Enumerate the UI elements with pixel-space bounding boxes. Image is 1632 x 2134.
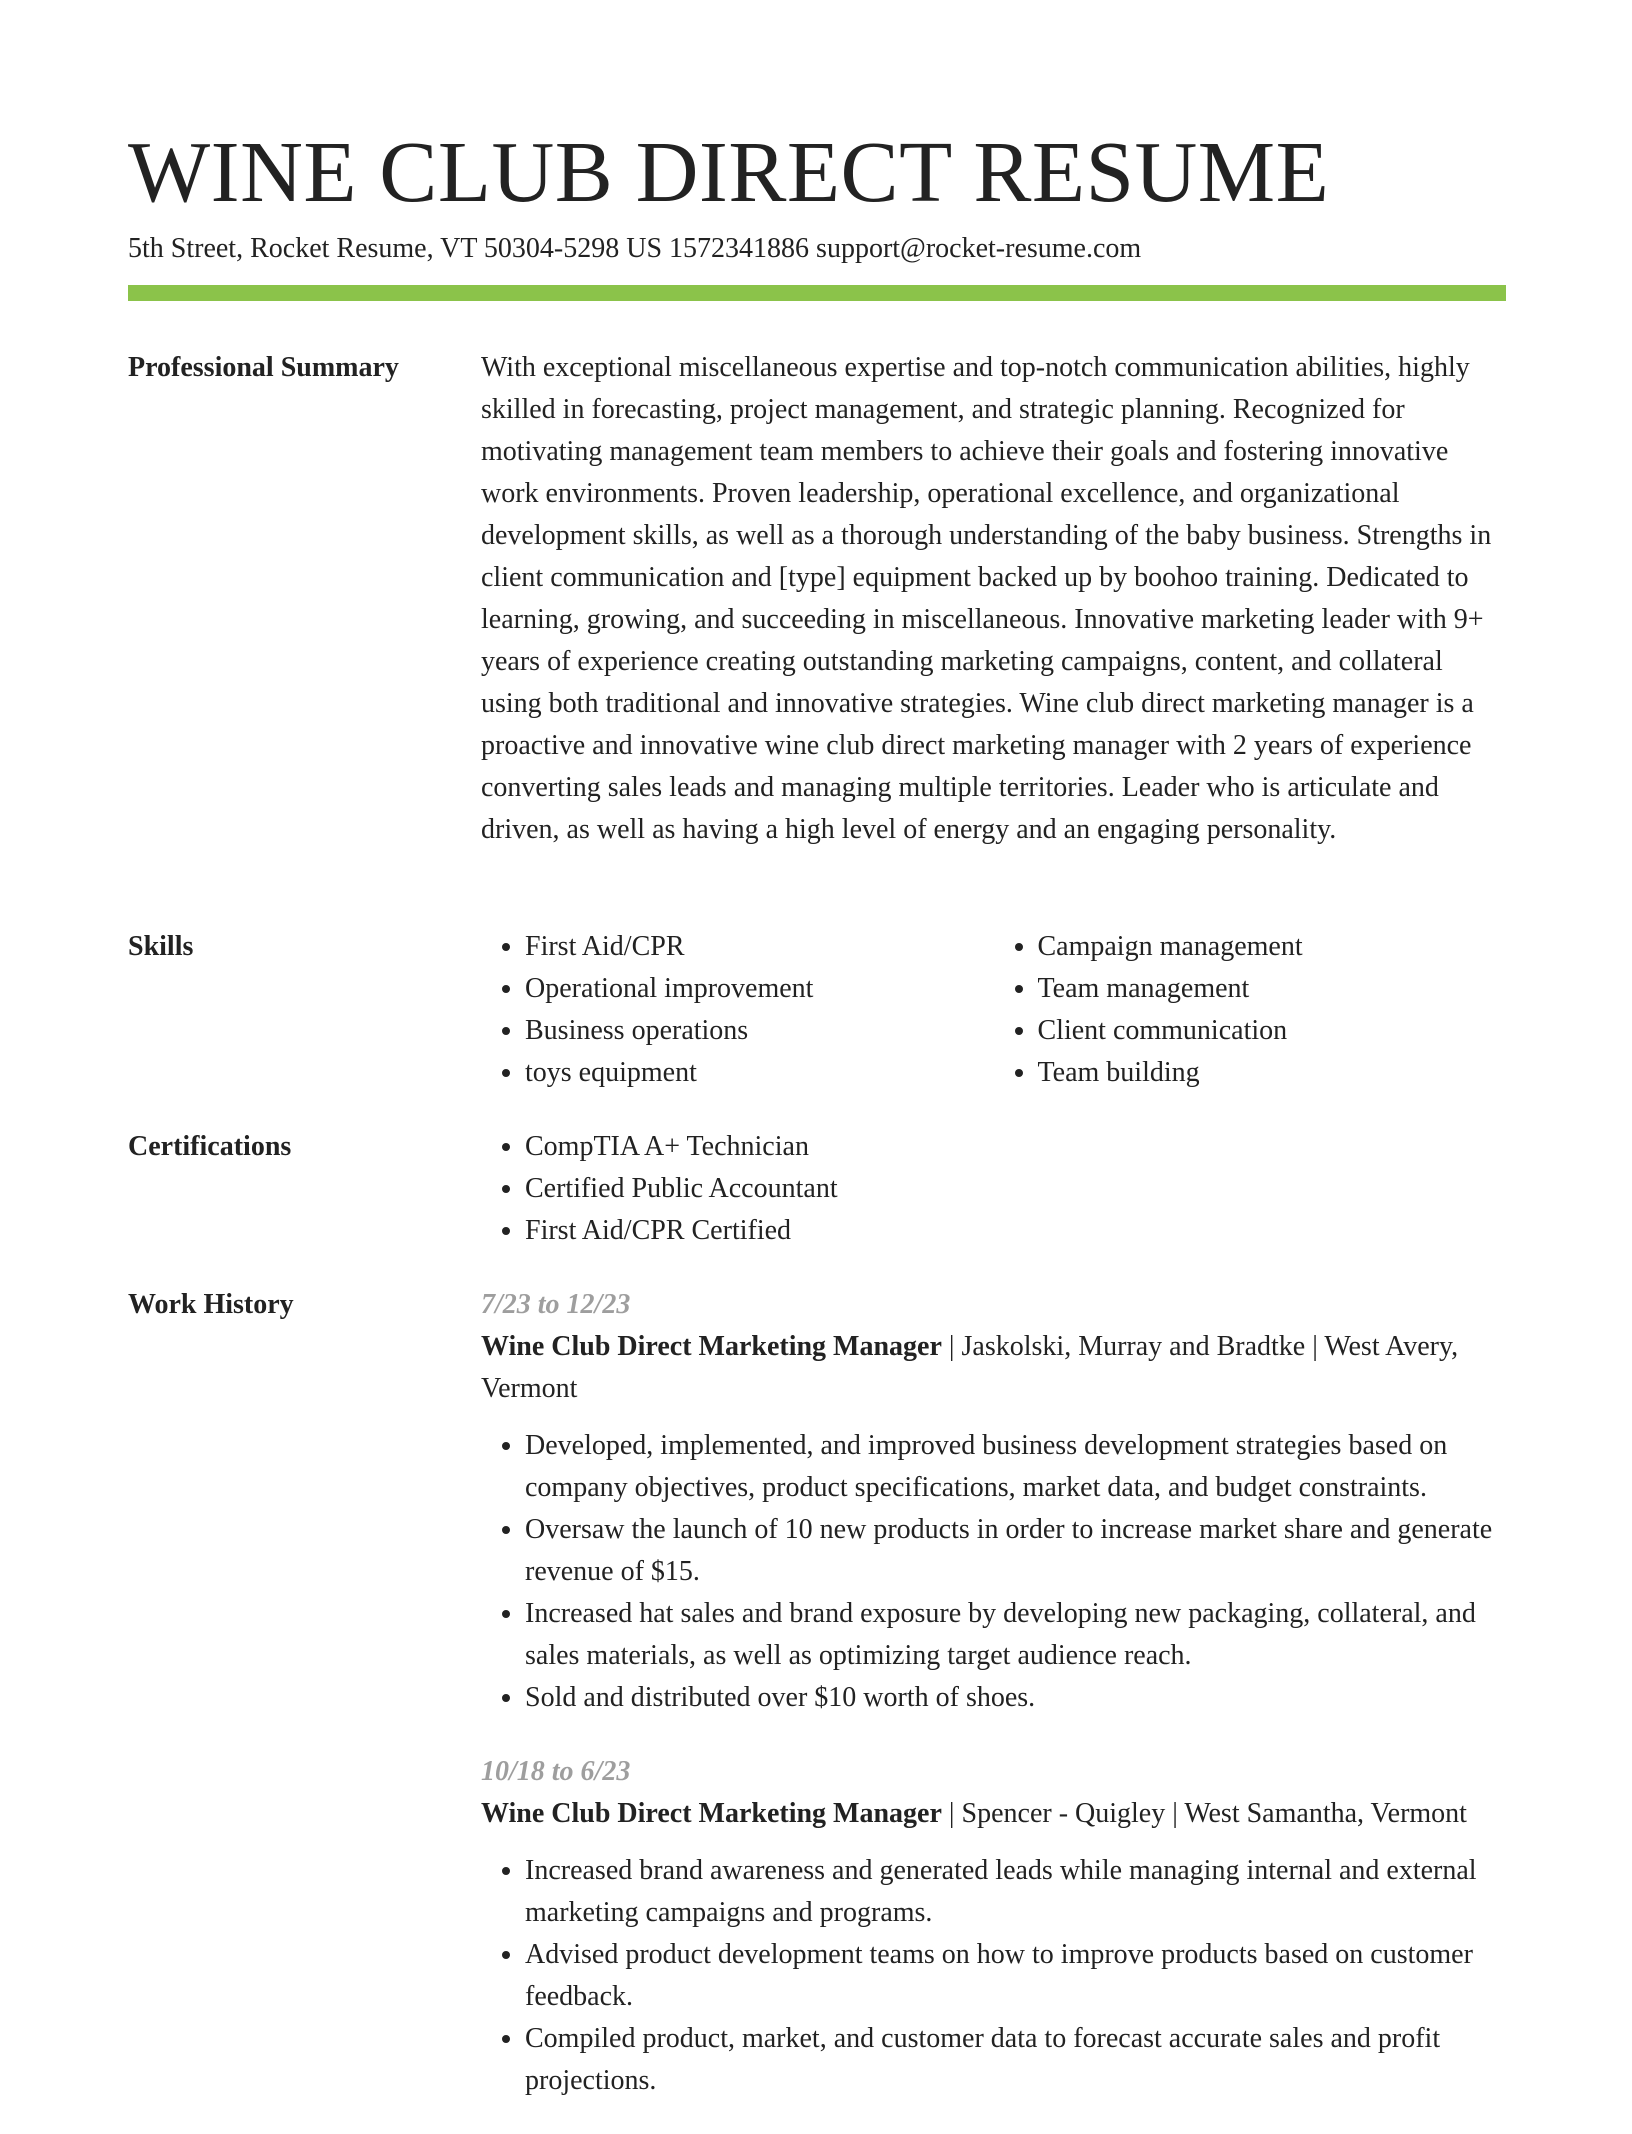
job-bullets [481,1850,1506,2102]
job-dates: 7/23 to 12/23 [481,1289,631,1320]
section-title-skills: Skills [128,931,194,962]
skill-item: • Team management [1038,968,1507,1010]
skills-list-right [994,926,1507,1094]
job-heading [481,1793,1506,1835]
contact-line [128,230,1141,268]
work-history-body [481,1284,1506,2134]
job-dates: 10/18 to 6/23 [481,1756,631,1787]
skills-list-left [481,926,994,1094]
skill-item: • toys equipment [525,1052,994,1094]
resume-name: WINE CLUB DIRECT RESUME [128,123,1330,220]
contact-phone: 1572341886 [669,233,810,264]
job-bullet: • Oversaw the launch of 10 new products in order to increase market share and generate revenue of $15. [525,1509,1506,1593]
job-bullet: • Compiled product, market, and customer data to forecast accurate sales and profit projections. [525,2018,1506,2102]
job-title: Wine Club Direct Marketing Manager [481,1798,942,1829]
skill-item: • Team building [1038,1052,1507,1094]
certification-item: • First Aid/CPR Certified [525,1210,1506,1252]
job-bullets [481,1425,1506,1719]
section-title-summary: Professional Summary [128,352,399,383]
job-details: | Jaskolski, Murray and Bradtke | West Avery, Vermont [481,1331,1459,1404]
job-entry [481,1284,1506,1719]
job-bullet: • Increased hat sales and brand exposure by developing new packaging, collateral, and sales materials, as well as optimizing target audience reach. [525,1593,1506,1677]
contact-email[interactable]: support@rocket-resume.com [816,233,1142,264]
job-details: | Spencer - Quigley | West Samantha, Vermont [948,1798,1467,1829]
job-heading [481,1326,1506,1410]
summary-text: With exceptional miscellaneous expertise and top-notch communication abilities, highly skilled in forecasting, project management, and strategic planning. Recognized for motivating management team members to achieve their goals and fostering innovative work environments. Proven leadership, operational excellence, and organizational development skills, as well as a thorough understanding of the baby business. Strengths in client communication and [type] equipment backed up by boohoo training. Dedicated to learning, growing, and succeeding in miscellaneous. Innovative marketing leader with 9+ years of experience creating outstanding marketing campaigns, content, and collateral using both traditional and innovative strategies. Wine club direct marketing manager is a proactive and innovative wine club direct marketing manager with 2 years of experience converting sales leads and managing multiple territories. Leader who is articulate and driven, as well as having a high level of energy and an engaging personality. [481,352,1492,845]
certification-item: • Certified Public Accountant [525,1168,1506,1210]
header-divider [128,285,1506,301]
section-title-work-history: Work History [128,1289,294,1320]
job-entry [481,1751,1506,2102]
skills-grid [481,926,1506,1094]
contact-address: 5th Street, Rocket Resume, VT 50304-5298 US [128,233,663,264]
job-bullet: • Developed, implemented, and improved business development strategies based on company objectives, product specifications, market data, and budget constraints. [525,1425,1506,1509]
job-title: Wine Club Direct Marketing Manager [481,1331,942,1362]
certifications-list [481,1126,1506,1252]
summary-body [481,347,1506,851]
skill-item: • Campaign management [1038,926,1507,968]
skill-item: • First Aid/CPR [525,926,994,968]
section-title-certifications: Certifications [128,1131,292,1162]
job-bullet: • Sold and distributed over $10 worth of shoes. [525,1677,1506,1719]
job-bullet: • Advised product development teams on how to improve products based on customer feedback. [525,1934,1506,2018]
job-bullet: • Increased brand awareness and generated leads while managing internal and external marketing campaigns and programs. [525,1850,1506,1934]
skill-item: • Client communication [1038,1010,1507,1052]
skills-body [481,926,1506,1094]
certification-item: • CompTIA A+ Technician [525,1126,1506,1168]
skill-item: • Operational improvement [525,968,994,1010]
certifications-body [481,1126,1506,1252]
skill-item: • Business operations [525,1010,994,1052]
